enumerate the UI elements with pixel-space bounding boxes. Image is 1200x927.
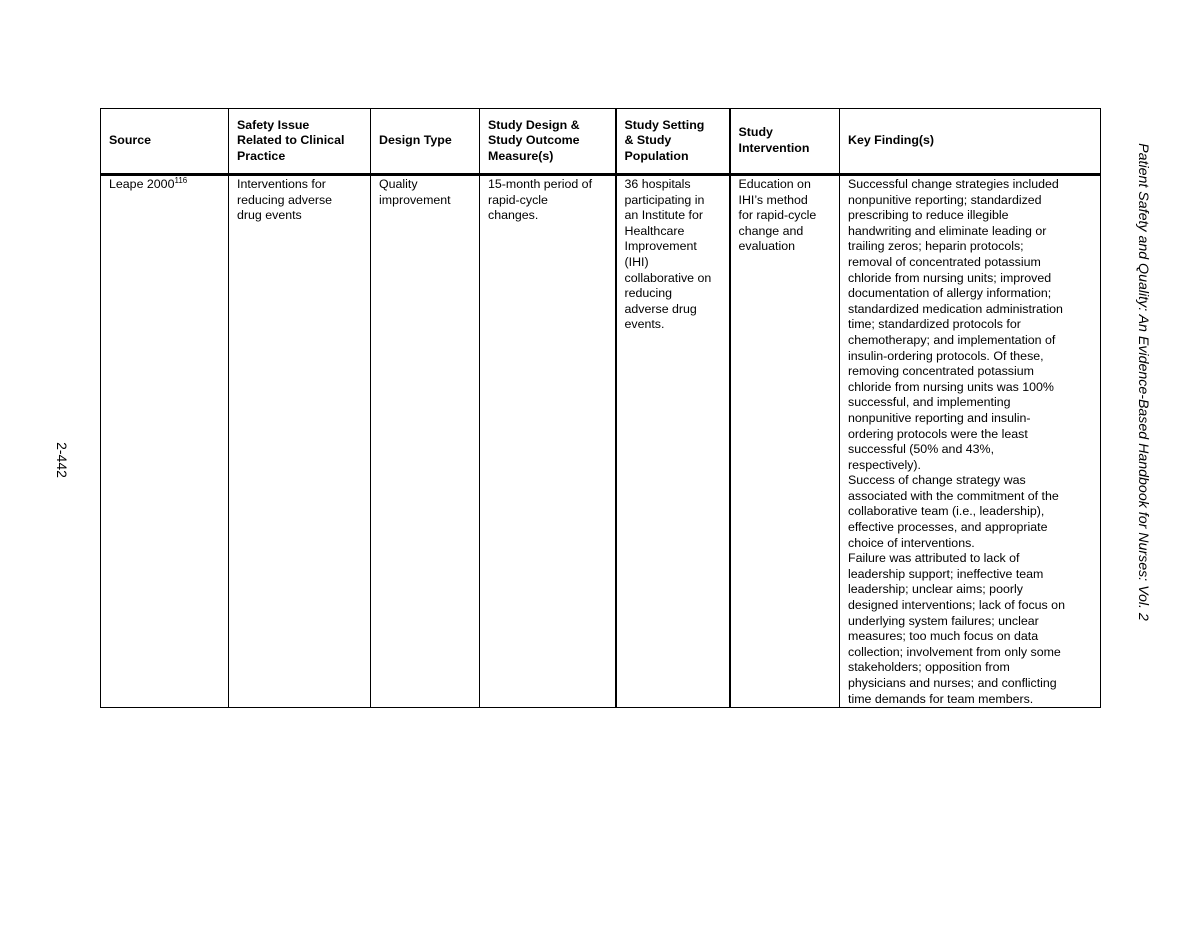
evidence-table	[100, 108, 1101, 708]
source-text: Leape 2000	[109, 177, 175, 191]
table-body	[101, 175, 1101, 708]
header-setting-population: Study Setting & Study Population	[616, 109, 730, 175]
table-row	[101, 175, 1101, 708]
header-key-findings: Key Finding(s)	[840, 109, 1101, 175]
running-title: Patient Safety and Quality: An Evidence-Based Handbook for Nurses: Vol. 2	[1135, 143, 1151, 621]
header-design-type: Design Type	[371, 109, 480, 175]
header-safety-issue: Safety Issue Related to Clinical Practice	[229, 109, 371, 175]
cell-safety-issue: Interventions for reducing adverse drug events	[229, 175, 371, 708]
cell-design-type: Quality improvement	[371, 175, 480, 708]
cell-setting-population: 36 hospitals participating in an Institute for Healthcare Improvement (IHI) collaborative on reducing adverse drug events.	[616, 175, 730, 708]
cell-source	[101, 175, 229, 708]
header-row	[101, 109, 1101, 175]
header-source: Source	[101, 109, 229, 175]
table-header	[101, 109, 1101, 175]
source-reference: 116	[174, 176, 188, 185]
cell-key-findings: Successful change strategies included nonpunitive reporting; standardized prescribing to reduce illegible handwriting and eliminate leading or trailing zeros; heparin protocols; removal of concentrated potassium chloride from nursing units; improved documentation of allergy information; standardized medication administration time; standardized protocols for chemotherapy; and implementation of insulin-ordering protocols. Of these, removing concentrated potassium chloride from nursing units was 100% successful, and implementing nonpunitive reporting and insulin- ordering protocols were the least successful (50% and 43%, respectively). Success of change strategy was associated with the commitment of the collaborative team (i.e., leadership), effective processes, and appropriate choice of interventions. Failure was attributed to lack of leadership support; ineffective team leadership; unclear aims; poorly designed interventions; lack of focus on underlying system failures; unclear measures; too much focus on data collection; involvement from only some stakeholders; opposition from physicians and nurses; and conflicting time demands for team members.	[840, 175, 1101, 708]
header-intervention: Study Intervention	[730, 109, 840, 175]
cell-intervention: Education on IHI’s method for rapid-cycle change and evaluation	[730, 175, 840, 708]
header-study-design: Study Design & Study Outcome Measure(s)	[480, 109, 616, 175]
cell-study-design: 15-month period of rapid-cycle changes.	[480, 175, 616, 708]
page-number: 2-442	[54, 442, 70, 478]
